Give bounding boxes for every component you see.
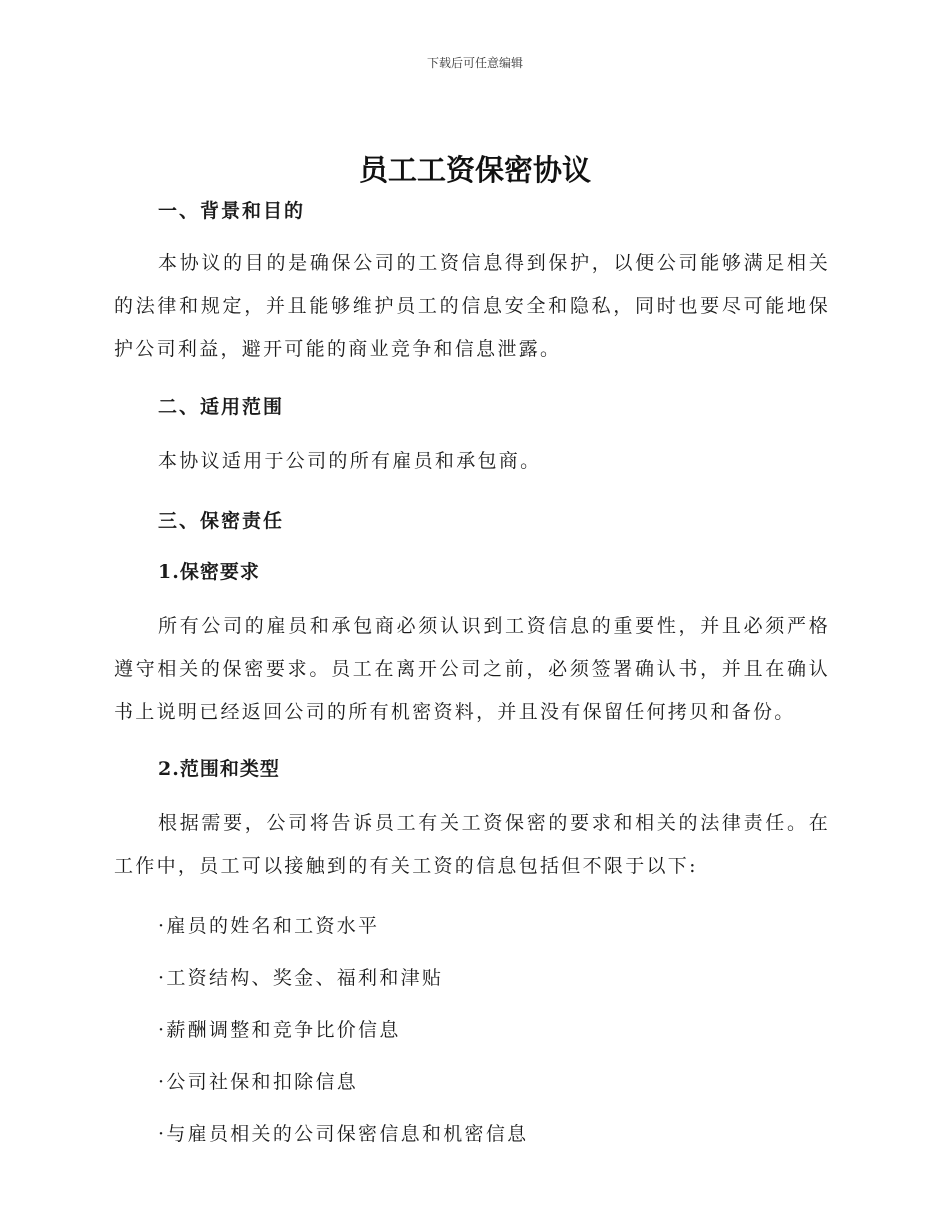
- subsection-paragraph-requirements: 所有公司的雇员和承包商必须认识到工资信息的重要性，并且必须严格遵守相关的保密要求。员工在离开公司之前，必须签署确认书，并且在确认书上说明已经返回公司的所有机密资料，并且没有保留任何拷贝和备份。: [114, 615, 830, 723]
- document-title: 员工工资保密协议: [358, 153, 591, 187]
- document-body: [114, 196, 830, 1149]
- section-heading-scope: 二、适用范围: [158, 396, 285, 418]
- list-item: ·工资结构、奖金、福利和津贴: [158, 967, 444, 989]
- list-item: ·薪酬调整和竞争比价信息: [158, 1019, 401, 1041]
- list-item: ·与雇员相关的公司保密信息和机密信息: [158, 1123, 529, 1145]
- list-item: ·雇员的姓名和工资水平: [158, 915, 380, 937]
- list-item: ·公司社保和扣除信息: [158, 1071, 359, 1093]
- subsection-paragraph-scope-types: 根据需要，公司将告诉员工有关工资保密的要求和相关的法律责任。在工作中，员工可以接触到的有关工资的信息包括但不限于以下:: [114, 812, 830, 877]
- section-paragraph-background: 本协议的目的是确保公司的工资信息得到保护，以便公司能够满足相关的法律和规定，并且能够维护员工的信息安全和隐私，同时也要尽可能地保护公司利益，避开可能的商业竞争和信息泄露。: [114, 252, 830, 360]
- section-heading-confidentiality: 三、保密责任: [158, 510, 285, 532]
- section-heading-background: 一、背景和目的: [158, 200, 306, 222]
- subsection-heading-requirements: 1.保密要求: [158, 561, 260, 583]
- section-paragraph-scope: 本协议适用于公司的所有雇员和承包商。: [158, 450, 542, 472]
- subsection-heading-scope-types: 2.范围和类型: [158, 758, 280, 780]
- header-note: 下载后可任意编辑: [426, 56, 523, 70]
